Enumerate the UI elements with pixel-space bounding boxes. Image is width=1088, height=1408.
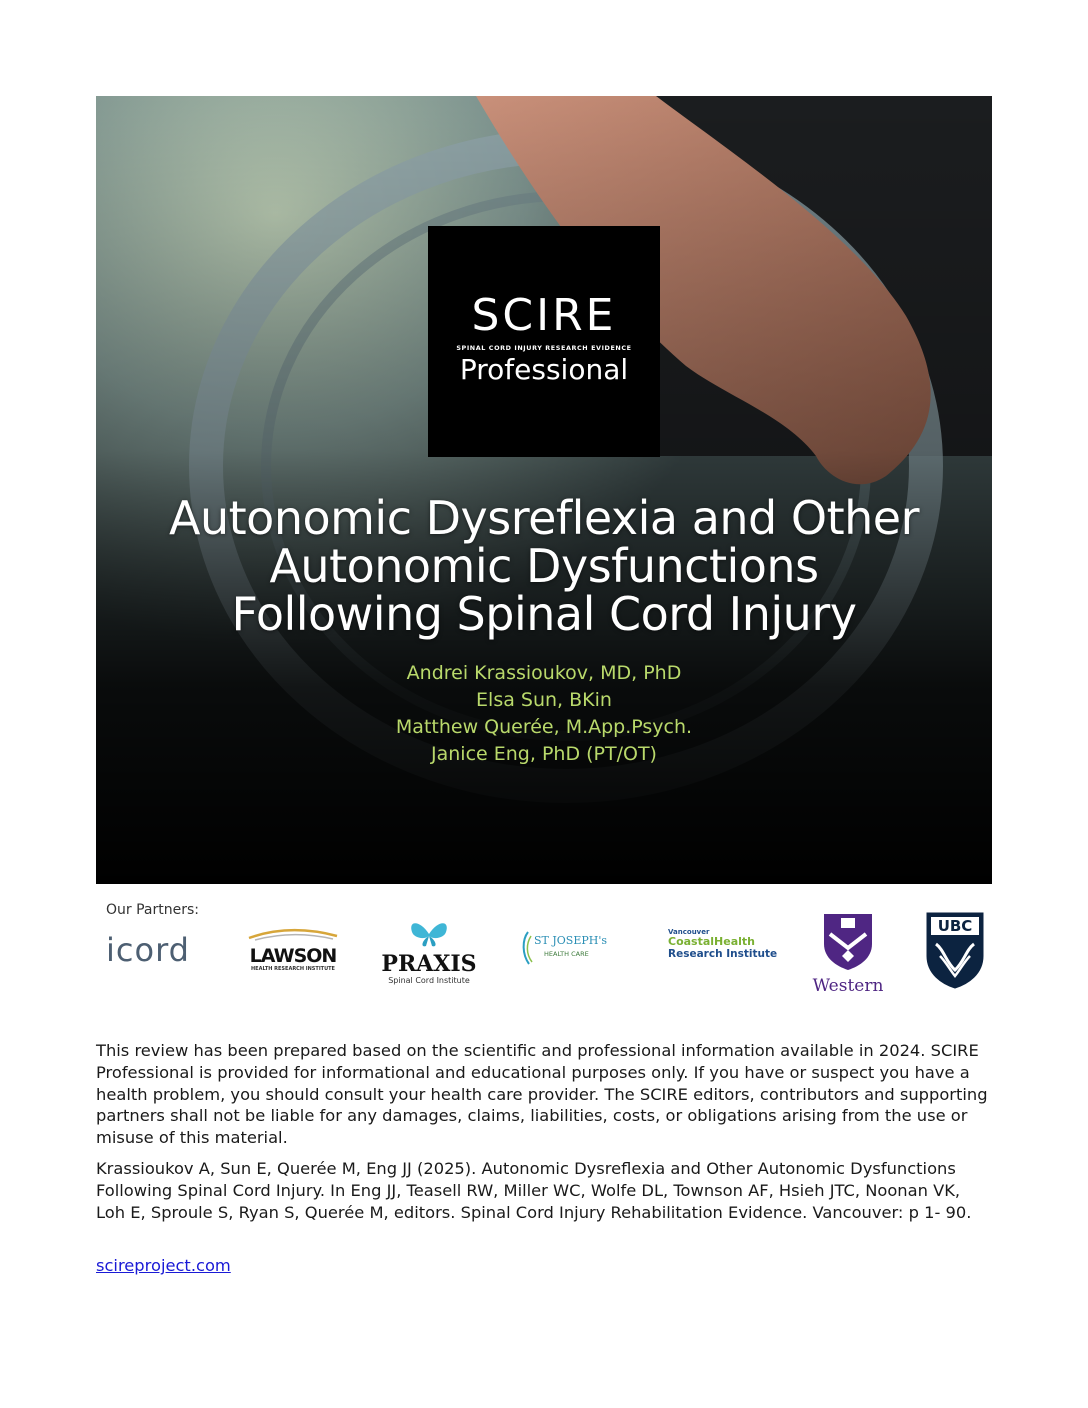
- author-list: [96, 660, 992, 768]
- lawson-name: LAWSON: [249, 945, 337, 967]
- ubc-name: UBC: [937, 917, 973, 935]
- author: Andrei Krassioukov, MD, PhD: [406, 662, 682, 684]
- lawson-logo: [247, 926, 339, 976]
- website-link[interactable]: scireproject.com: [96, 1256, 231, 1275]
- title-line: Autonomic Dysfunctions: [269, 539, 819, 593]
- stjosephs-sub: HEALTH CARE: [544, 950, 589, 958]
- stjosephs-logo: [520, 930, 610, 970]
- stjosephs-figure-icon: [520, 930, 534, 966]
- vch-research-logo: [668, 928, 778, 972]
- author: Janice Eng, PhD (PT/OT): [431, 743, 657, 765]
- vch-line3: Research Institute: [668, 948, 778, 960]
- logo-product: Professional: [459, 353, 629, 386]
- western-crest-icon: [808, 910, 888, 972]
- title-line: Following Spinal Cord Injury: [231, 587, 857, 641]
- praxis-logo: [380, 918, 478, 988]
- author: Elsa Sun, BKin: [476, 689, 612, 711]
- icord-logo: [106, 930, 208, 970]
- scire-logo: [428, 226, 660, 457]
- western-name: Western: [812, 976, 884, 996]
- author: Matthew Querée, M.App.Psych.: [395, 716, 693, 738]
- partners-label: Our Partners:: [106, 902, 199, 918]
- title-line: Autonomic Dysreflexia and Other: [169, 491, 919, 545]
- western-logo: [808, 910, 888, 994]
- vch-line1: Vancouver: [668, 928, 710, 936]
- stjosephs-name: ST JOSEPH's: [534, 934, 608, 947]
- icord-text: icord: [106, 931, 190, 969]
- praxis-sub: Spinal Cord Institute: [388, 976, 470, 985]
- citation-text: Krassioukov A, Sun E, Querée M, Eng JJ (2025). Autonomic Dysreflexia and Other Autonomic Dysfunctions Following Spinal Cord Injury. In Eng JJ, Teasell RW, Miller WC, Wolfe DL, Townson AF, Hsieh JTC, Noonan VK, Loh E, Sproule S, Ryan S, Querée M, editors. Spinal Cord Injury Rehabilitation Evidence. Vancouver: p 1- 90.: [96, 1159, 972, 1222]
- cover-hero: [96, 96, 992, 884]
- vch-line2: CoastalHealth: [668, 935, 756, 948]
- lawson-swoosh-icon: [247, 926, 339, 942]
- logo-wordmark: SCIRE: [471, 290, 617, 341]
- butterfly-icon: [380, 918, 478, 948]
- logo-tagline: SPINAL CORD INJURY RESEARCH EVIDENCE: [456, 344, 632, 352]
- praxis-name: PRAXIS: [381, 951, 477, 977]
- disclaimer-text: This review has been prepared based on the scientific and professional information available in 2024. SCIRE Professional is provided for informational and educational purposes only. If you have or suspect you have a health problem, you should consult your health care provider. The SCIRE editors, contributors and supporting partners shall not be liable for any damages, claims, liabilities, costs, or obligations arising from the use or misuse of this material.: [96, 1041, 988, 1148]
- document-title: [96, 491, 992, 641]
- ubc-logo: [924, 910, 986, 990]
- lawson-sub: HEALTH RESEARCH INSTITUTE: [251, 966, 335, 972]
